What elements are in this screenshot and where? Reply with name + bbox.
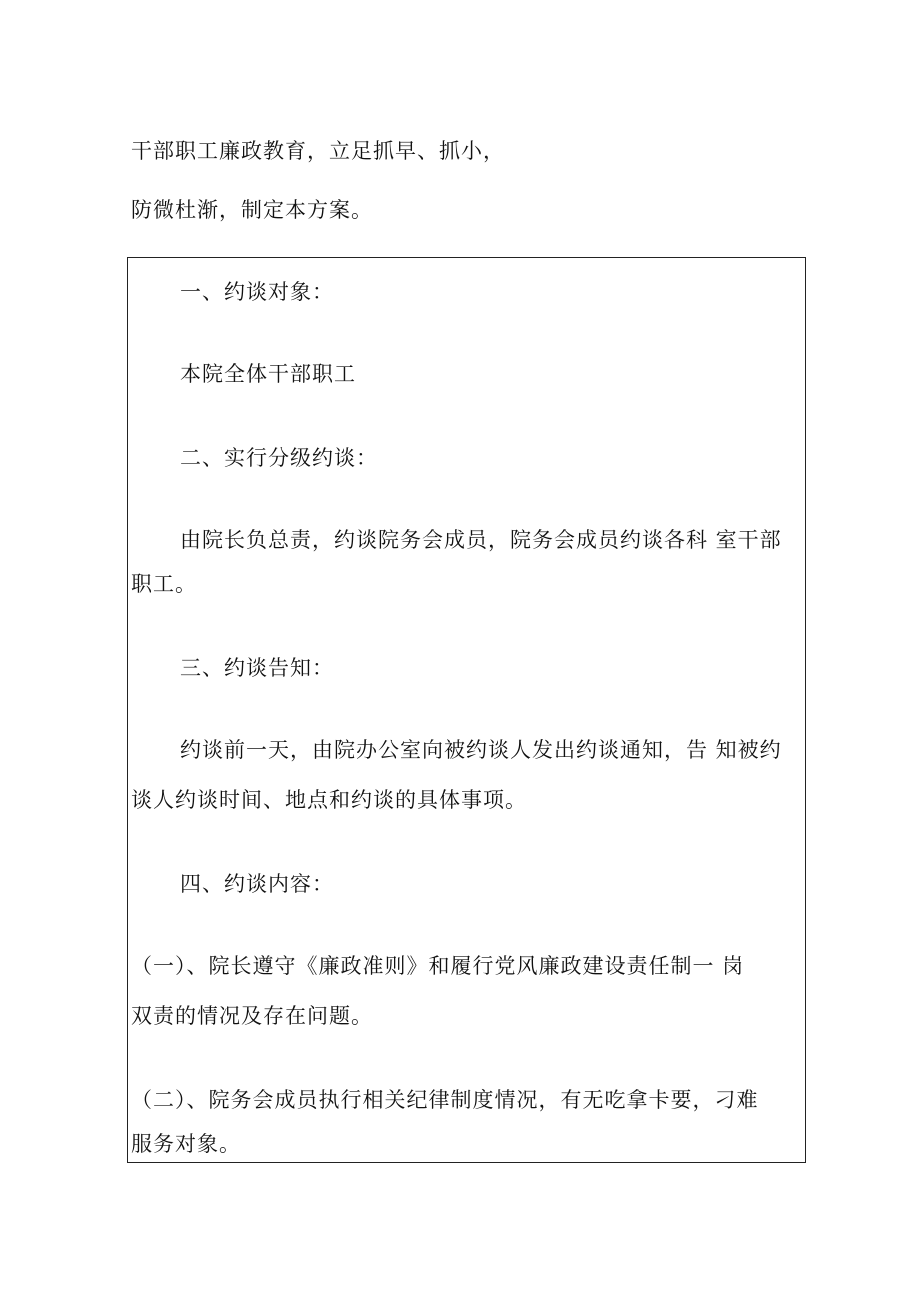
section-3-body-line-2: 谈人约谈时间、地点和约谈的具体事项。 [131,788,527,812]
section-1-heading: 一、约谈对象： [180,280,334,304]
section-3-body-line-1: 约谈前一天，由院办公室向被约谈人发出约谈通知，告 知被约 [180,738,782,762]
section-4-item-1-line-2: 双责的情况及存在问题。 [131,1004,373,1028]
section-4-item-2-line-1: （二）、院务会成员执行相关纪律制度情况，有无吃拿卡要，刁难 [131,1088,759,1112]
intro-line-2: 防微杜渐，制定本方案。 [131,198,373,222]
section-2-body-line-2: 职工。 [131,572,197,596]
content-box [127,257,806,1163]
section-3-heading: 三、约谈告知： [180,656,334,680]
section-2-heading: 二、实行分级约谈： [180,446,378,470]
intro-line-1: 干部职工廉政教育，立足抓早、抓小， [131,139,505,163]
section-4-heading: 四、约谈内容： [180,872,334,896]
section-2-body-line-1: 由院长负总责，约谈院务会成员，院务会成员约谈各科 室干部 [180,528,782,552]
section-1-body: 本院全体干部职工 [180,362,356,386]
section-4-item-1-line-1: （一）、院长遵守《廉政准则》和履行党风廉政建设责任制一 岗 [131,954,745,978]
section-4-item-2-line-2: 服务对象。 [131,1132,241,1156]
